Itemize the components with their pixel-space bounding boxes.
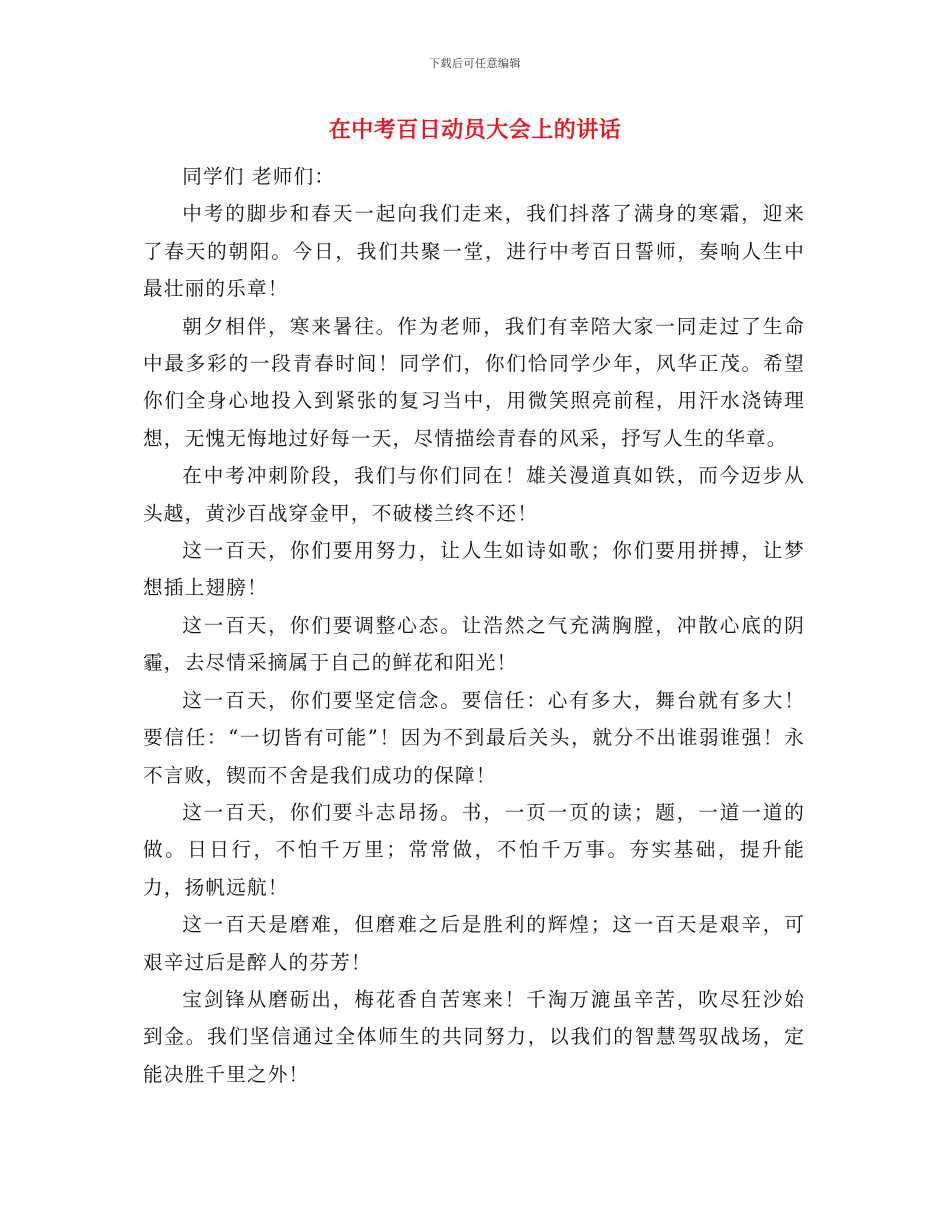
paragraph-2: 朝夕相伴，寒来暑往。作为老师，我们有幸陪大家一同走过了生命中最多彩的一段青春时间！同学们，你们恰同学少年，风华正茂。希望你们全身心地投入到紧张的复习当中，用微笑照亮前程，用汗水浇铸理想，无愧无悔地过好每一天，尽情描绘青春的风采，抒写人生的华章。 xyxy=(143,314,805,450)
greeting: 同学们 老师们： xyxy=(182,165,336,188)
paragraph-5: 这一百天，你们要调整心态。让浩然之气充满胸膛，冲散心底的阴霾，去尽情采摘属于自己的鲜花和阳光！ xyxy=(143,613,805,675)
paragraph-6: 这一百天，你们要坚定信念。要信任：心有多大，舞台就有多大！要信任：“一切皆有可能”！因为不到最后关头，就分不出谁弱谁强！永不言败，锲而不舍是我们成功的保障！ xyxy=(143,688,805,787)
document-title: 在中考百日动员大会上的讲话 xyxy=(328,117,622,143)
paragraph-3: 在中考冲刺阶段，我们与你们同在！雄关漫道真如铁，而今迈步从头越，黄沙百战穿金甲，不破楼兰终不还！ xyxy=(143,464,805,525)
paragraph-9: 宝剑锋从磨砺出，梅花香自苦寒来！千淘万漉虽辛苦，吹尽狂沙始到金。我们坚信通过全体师生的共同努力，以我们的智慧驾驭战场，定能决胜千里之外！ xyxy=(143,987,805,1086)
paragraph-1: 中考的脚步和春天一起向我们走来，我们抖落了满身的寒霜，迎来了春天的朝阳。今日，我们共聚一堂，进行中考百日誓师，奏响人生中最壮丽的乐章！ xyxy=(143,202,805,301)
paragraph-4: 这一百天，你们要用努力，让人生如诗如歌；你们要用拼搏，让梦想插上翅膀！ xyxy=(143,539,805,600)
header-note: 下载后可任意编辑 xyxy=(429,57,521,70)
paragraph-8: 这一百天是磨难，但磨难之后是胜利的辉煌；这一百天是艰辛，可艰辛过后是醉人的芬芳！ xyxy=(143,913,805,974)
paragraph-7: 这一百天，你们要斗志昂扬。书，一页一页的读；题，一道一道的做。日日行，不怕千万里；常常做，不怕千万事。夯实基础，提升能力，扬帆远航！ xyxy=(143,800,805,899)
speech-body xyxy=(143,158,805,1093)
